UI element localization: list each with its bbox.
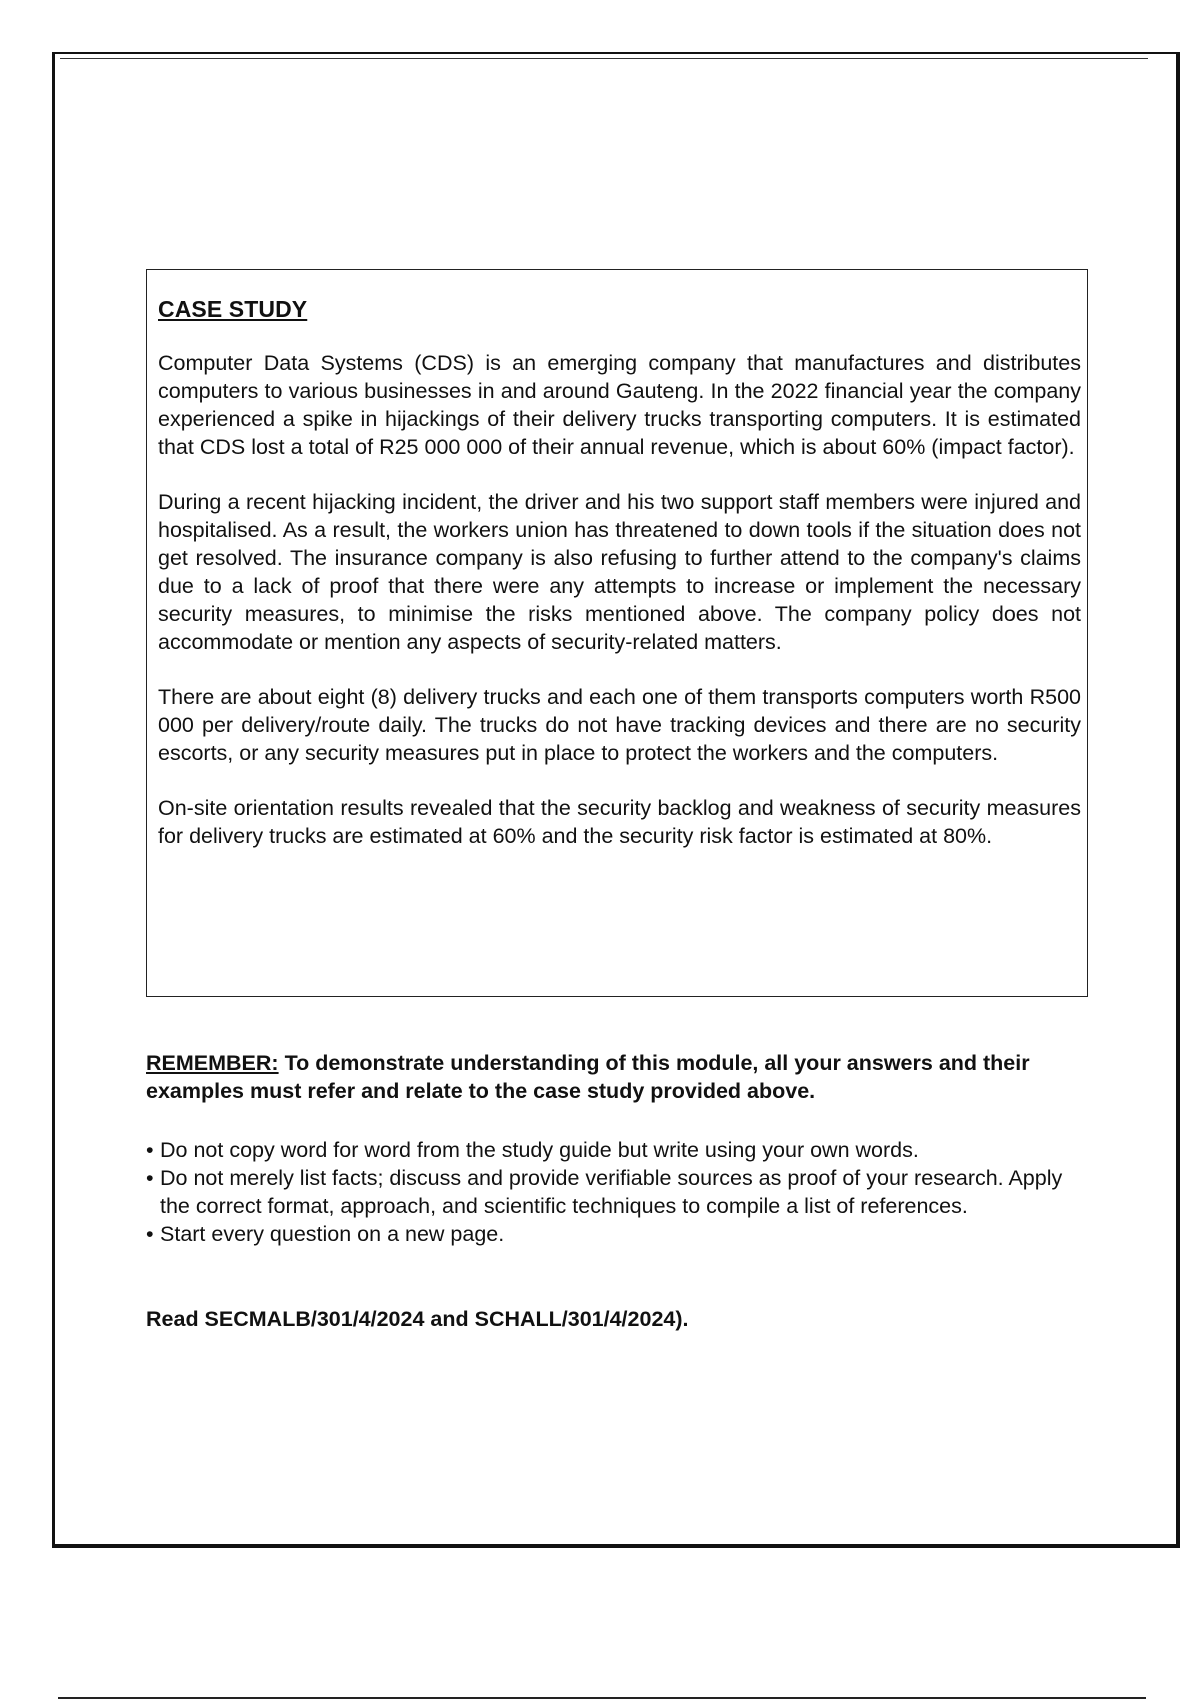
case-study-paragraph-trucks: There are about eight (8) delivery trucks and each one of them transports computers worth R500 000 per delivery/route daily. The trucks do not have tracking devices and there are no security escorts, or any security measures put in place to protect the workers and the computers.	[158, 685, 1081, 765]
reminder-text: To demonstrate understanding of this module, all your answers and their examples must refer and relate to the case study provided above.	[146, 1051, 1030, 1103]
bullet-icon: •	[146, 1166, 154, 1190]
case-study-title: CASE STUDY	[158, 296, 308, 322]
list-item-text: Do not merely list facts; discuss and provide verifiable sources as proof of your research. Apply the correct format, approach, and scientific techniques to compile a list of references.	[160, 1166, 1063, 1218]
case-study-paragraph-orientation: On-site orientation results revealed that the security backlog and weakness of security measures for delivery trucks are estimated at 60% and the security risk factor is estimated at 80%.	[158, 796, 1081, 848]
reminder-label: REMEMBER:	[146, 1051, 279, 1075]
reminder-note	[146, 1049, 1090, 1105]
bullet-icon: •	[146, 1222, 154, 1246]
list-item-text: Do not copy word for word from the study guide but write using your own words.	[160, 1138, 919, 1162]
page-footer-rule	[58, 1697, 1146, 1699]
page-border-inner-line	[60, 58, 1148, 59]
case-study-paragraph-incident: During a recent hijacking incident, the driver and his two support staff members were injured and hospitalised. As a result, the workers union has threatened to down tools if the situation does not get resolved. The insurance company is also refusing to further attend to the company's claims due to a lack of proof that there were any attempts to increase or implement the necessary security measures, to minimise the risks mentioned above. The company policy does not accommodate or mention any aspects of security-related matters.	[158, 490, 1081, 654]
instructions-list	[146, 1136, 1096, 1248]
read-instruction: Read SECMALB/301/4/2024 and SCHALL/301/4/2024).	[146, 1307, 689, 1331]
case-study-box	[146, 269, 1088, 997]
list-item	[146, 1220, 1096, 1248]
list-item	[146, 1136, 1096, 1164]
case-study-paragraph-company: Computer Data Systems (CDS) is an emerging company that manufactures and distributes computers to various businesses in and around Gauteng. In the 2022 financial year the company experienced a spike in hijackings of their delivery trucks transporting computers. It is estimated that CDS lost a total of R25 000 000 of their annual revenue, which is about 60% (impact factor).	[158, 351, 1081, 459]
list-item-text: Start every question on a new page.	[160, 1222, 505, 1246]
bullet-icon: •	[146, 1138, 154, 1162]
list-item	[146, 1164, 1096, 1220]
